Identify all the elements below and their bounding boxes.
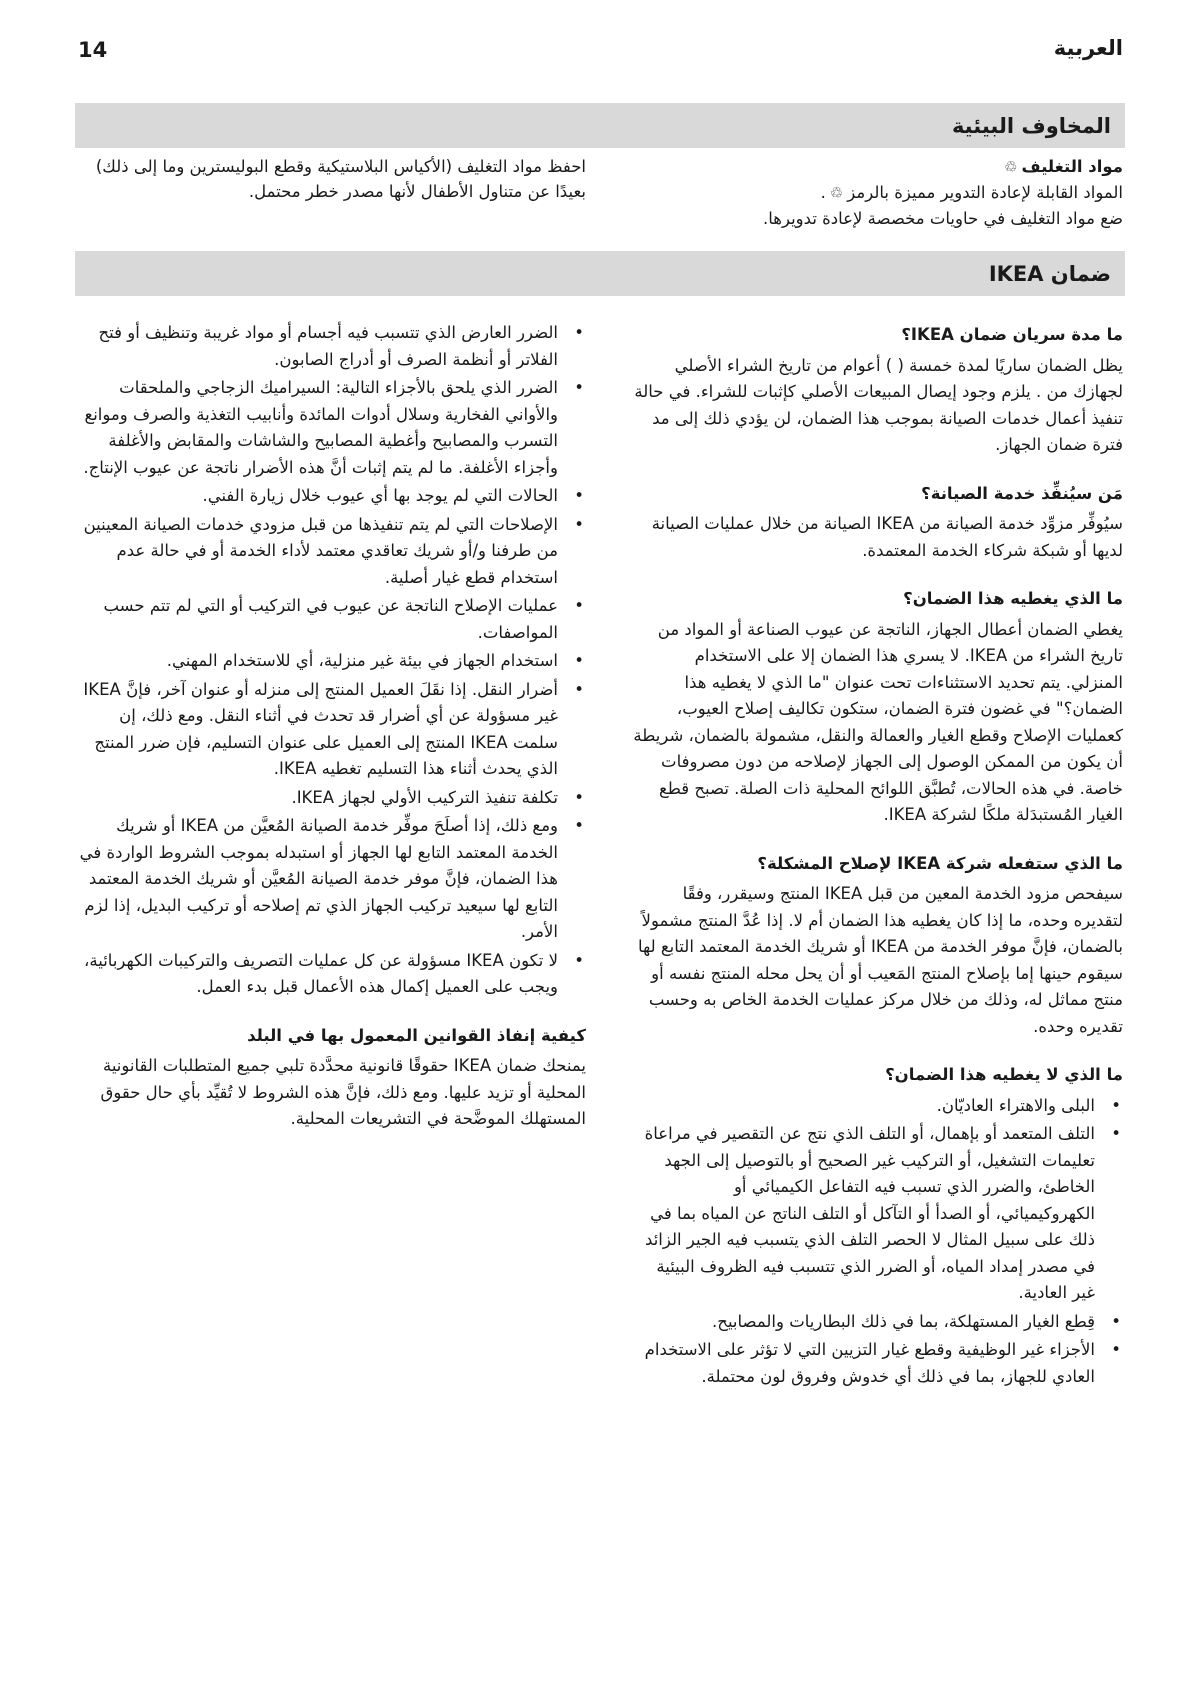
list-item: • استخدام الجهاز في بيئة غير منزلية، أي للاستخدام المهني.	[78, 648, 558, 675]
list-item: • عمليات الإصلاح الناتجة عن عيوب في التركيب أو التي لم تتم حسب المواصفات.	[78, 593, 558, 646]
packaging-info	[643, 154, 1123, 231]
answer-text: سيفحص مزود الخدمة المعين من قبل IKEA المنتج وسيقرر، وفقًا لتقديره وحده، ما إذا كان يغطيه هذا الضمان أم لا. إذا عُدَّ المنتج مشمولاً بالضمان، فإنَّ موفر الخدمة من IKEA أو شريك الخدمة المعتمد التابع لها سيقوم حينها إما بإصلاح المنتج المَعيب أو أن يحل محله المنتج نفسه أو منتج مماثل له، وذلك من خلال مركز عمليات الخدمة الخاص به وحسب تقديره وحده.	[638, 884, 1123, 1036]
list-item: • التلف المتعمد أو بإهمال، أو التلف الذي نتج عن التقصير في مراعاة تعليمات التشغيل، أو التركيب غير الصحيح أو بالتوصيل إلى الجهد الخاطئ، والضرر الذي تسبب فيه التفاعل الكيميائي أو الكهروكيميائي، أو الصدأ أو التآكل أو التلف الناتج عن المياه بما في ذلك على سبيل المثال لا الحصر التلف الذي يتسبب فيه الجير الزائد في مصدر إمداد المياه، أو الضرر الذي تتسبب فيه الظروف البيئية غير العادية.	[633, 1121, 1095, 1307]
section-title: ضمان IKEA	[988, 261, 1111, 286]
question-heading: مَن سيُنفِّذ خدمة الصيانة؟	[921, 483, 1123, 503]
warranty-left-column	[78, 320, 586, 1155]
list-item: • أضرار النقل. إذا نقَلَ العميل المنتج إلى منزله أو عنوان آخر، فإنَّ IKEA غير مسؤولة عن أي أضرار قد تحدث في أثناء النقل. ومع ذلك، إن سلمت IKEA المنتج إلى العميل على عنوان التسليم، فإن ضرر المنتج الذي يحدث أثناء هذا التسليم تغطيه IKEA.	[78, 677, 558, 783]
recycle-icon: ♲	[829, 184, 844, 202]
list-item: • تكلفة تنفيذ التركيب الأولي لجهاز IKEA.	[78, 785, 558, 812]
list-item: • الإصلاحات التي لم يتم تنفيذها من قبل مزودي خدمات الصيانة المعينين من طرفنا و/أو شريك تعاقدي معتمد لأداء الخدمة أو في حالة عدم استخدام قطع غيار أصلية.	[78, 512, 558, 592]
section-header-warranty	[75, 251, 1125, 296]
list-item: • الضرر العارض الذي تتسبب فيه أجسام أو مواد غريبة وتنظيف أو فتح الفلاتر أو أنظمة الصرف أو أدراج الصابون.	[78, 320, 558, 373]
recyclable-text: المواد القابلة لإعادة التدوير مميزة بالرمز	[847, 183, 1123, 202]
section-title: المخاوف البيئية	[951, 113, 1111, 138]
law-heading: كيفية إنفاذ القوانين المعمول بها في البلد	[247, 1025, 586, 1045]
packaging-warning: احفظ مواد التغليف (الأكياس البلاستيكية وقطع البوليسترين وما إلى ذلك) بعيدًا عن متناول الأطفال لأنها مصدر خطر محتمل.	[95, 157, 586, 201]
page-number: 14	[78, 38, 108, 62]
question-heading: ما مدة سريان ضمان IKEA؟	[901, 325, 1123, 344]
not-covered-list-continued	[78, 320, 586, 1001]
question-heading: ما الذي ستفعله شركة IKEA لإصلاح المشكلة؟	[757, 853, 1123, 873]
warranty-right-column	[633, 322, 1123, 1412]
not-covered-list	[633, 1093, 1123, 1391]
answer-text: يظل الضمان ساريًا لمدة خمسة ( ) أعوام من تاريخ الشراء الأصلي لجهازك من . يلزم وجود إيصال المبيعات الأصلي كإثبات للشراء. في حالة تنفيذ أعمال خدمات الصيانة بموجب هذا الضمان، لن يؤدي ذلك إلى مد فترة ضمان الجهاز.	[634, 355, 1123, 454]
question-heading: ما الذي يغطيه هذا الضمان؟	[903, 589, 1123, 608]
list-item: • الحالات التي لم يوجد بها أي عيوب خلال زيارة الفني.	[78, 483, 558, 510]
dispose-text: ضع مواد التغليف في حاويات مخصصة لإعادة تدويرها.	[763, 209, 1123, 228]
recycle-icon: ♲	[1004, 158, 1018, 176]
answer-text: يغطي الضمان أعطال الجهاز، الناتجة عن عيوب الصناعة أو المواد من تاريخ الشراء من IKEA. لا يسري هذا الضمان إلا على الاستخدام المنزلي. يتم تحديد الاستثناءات تحت عنوان "ما الذي لا يغطيه هذا الضمان؟" في غضون فترة الضمان، ستكون تكاليف إصلاح العيوب، كعمليات الإصلاح وقطع الغيار والعمالة والنقل، مشمولة بالضمان، شريطة أن يكون من الممكن الوصول إلى الجهاز لإصلاحه من دون مصروفات خاصة. في هذه الحالات، تُطبَّق اللوائح المحلية ذات الصلة. تصبح قطع الغيار المُستبدَلة ملكًا لشركة IKEA.	[633, 619, 1123, 824]
list-item: • البلى والاهتراء العاديّان.	[633, 1093, 1095, 1120]
list-item: • الضرر الذي يلحق بالأجزاء التالية: السيراميك الزجاجي والملحقات والأواني الفخارية وسلال أدوات المائدة وأنابيب التغذية والصرف وموانع التسرب والمصابيح وأغطية المصابيح والشاشات والمقابض والأغلفة وأجزاء الأغلفة. ما لم يتم إثبات أنَّ هذه الأضرار ناتجة عن عيوب الإنتاج.	[78, 375, 558, 481]
packaging-heading: مواد التغليف	[1021, 157, 1123, 176]
list-item: • لا تكون IKEA مسؤولة عن كل عمليات التصريف والتركيبات الكهربائية، ويجب على العميل إكمال هذه الأعمال قبل بدء العمل.	[78, 948, 558, 1001]
period: .	[820, 183, 826, 202]
language-label: العربية	[1053, 36, 1123, 60]
section-header-environment	[75, 103, 1125, 148]
question-heading: ما الذي لا يغطيه هذا الضمان؟	[885, 1065, 1123, 1084]
list-item: • الأجزاء غير الوظيفية وقطع غيار التزيين التي لا تؤثر على الاستخدام العادي للجهاز، بما في ذلك أي خدوش وفروق لون محتملة.	[633, 1337, 1095, 1390]
answer-text: سيُوفِّر مزوِّد خدمة الصيانة من IKEA الصيانة من خلال عمليات الصيانة لديها أو شبكة شركاء الخدمة المعتمدة.	[651, 514, 1123, 560]
list-item: • قِطع الغيار المستهلكة، بما في ذلك البطاريات والمصابيح.	[633, 1309, 1095, 1336]
law-text: يمنحك ضمان IKEA حقوقًا قانونية محدَّدة تلبي جميع المتطلبات القانونية المحلية أو تزيد عليها. ومع ذلك، فإنَّ هذه الشروط لا تُقيِّد بأي حال حقوق المستهلك الموضَّحة في التشريعات المحلية.	[100, 1056, 586, 1128]
list-item: • ومع ذلك، إذا أصلَحَ موفِّر خدمة الصيانة المُعيَّن من IKEA أو شريك الخدمة المعتمد التابع لها الجهاز أو استبدله بموجب الشروط الواردة في هذا الضمان، فإنَّ موفر خدمة الصيانة المُعيَّن أو شريك الخدمة المعتمد التابع لها سيعيد تركيب الجهاز الذي تم إصلاحه أو تركيب البديل، إذا لزم الأمر.	[78, 813, 558, 946]
